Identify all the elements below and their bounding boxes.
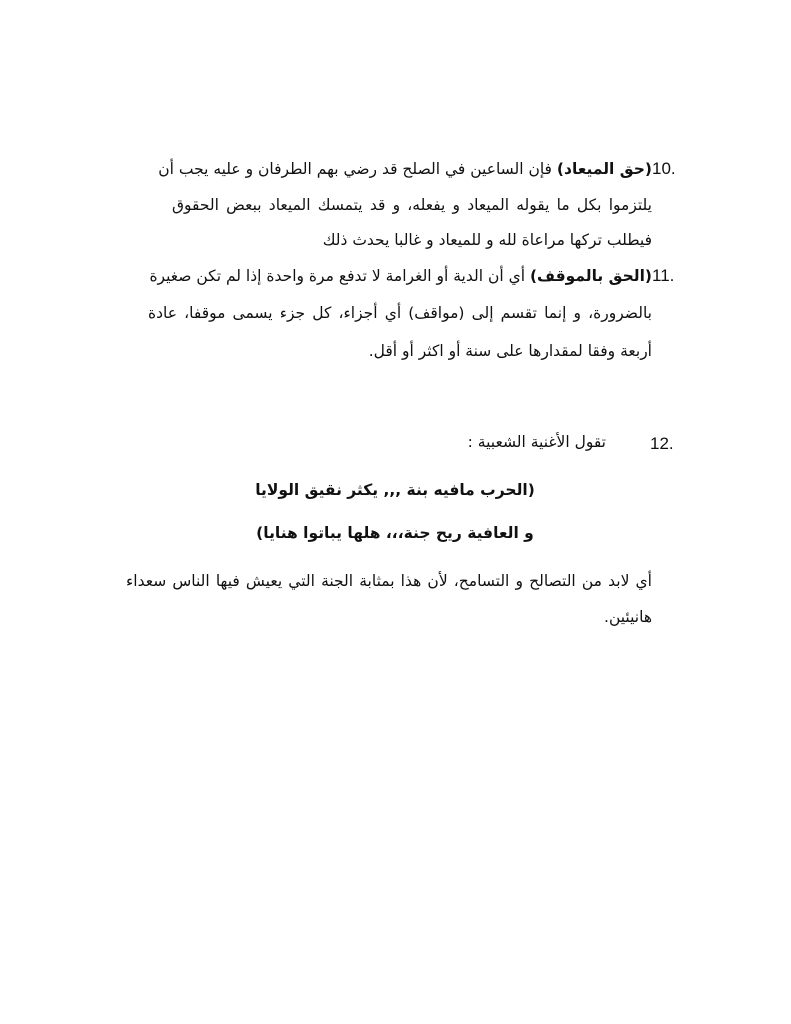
item-11-line-2: بالضرورة، و إنما تقسم إلى (مواقف) أي أجزاء، كل جزء يسمى موقفا، عادة	[148, 304, 652, 322]
item-number: 12.	[650, 434, 674, 453]
item-12-paragraph-line-2: هانيئين.	[604, 608, 652, 626]
item-10-line-3: فيطلب تركها مراعاة لله و للميعاد و غالبا يحدث ذلك	[322, 231, 652, 249]
item-11-line-3: أربعة وفقا لمقدارها على سنة أو اكثر أو أقل.	[368, 342, 652, 360]
item-text: فإن الساعين في الصلح قد رضي بهم الطرفان و عليه يجب أن	[158, 160, 552, 178]
item-10-line-1	[158, 158, 652, 180]
item-heading: (حق الميعاد)	[556, 160, 652, 178]
item-12-intro: تقول الأغنية الشعبية :	[467, 433, 606, 451]
item-10-line-2: يلتزموا بكل ما يقوله الميعاد و يفعله، و قد يتمسك الميعاد ببعض الحقوق	[172, 196, 652, 214]
verse-line-2: و العافية ريح جنة،،، هلها يباتوا هنايا)	[256, 524, 534, 542]
item-number: 10.	[652, 159, 676, 178]
verse-line-1: (الحرب مافيه بنة ,,, يكثر نقيق الولايا	[255, 481, 535, 499]
item-12-paragraph-line-1: أي لابد من التصالح و التسامح، لأن هذا بمثابة الجنة التي يعيش فيها الناس سعداء	[126, 572, 652, 590]
item-11-line-1	[148, 265, 652, 287]
item-text: أي أن الدية أو الغرامة لا تدفع مرة واحدة إذا لم تكن صغيرة	[149, 267, 526, 285]
item-number: 11.	[652, 266, 675, 285]
item-heading: (الحق بالموقف)	[529, 267, 652, 285]
